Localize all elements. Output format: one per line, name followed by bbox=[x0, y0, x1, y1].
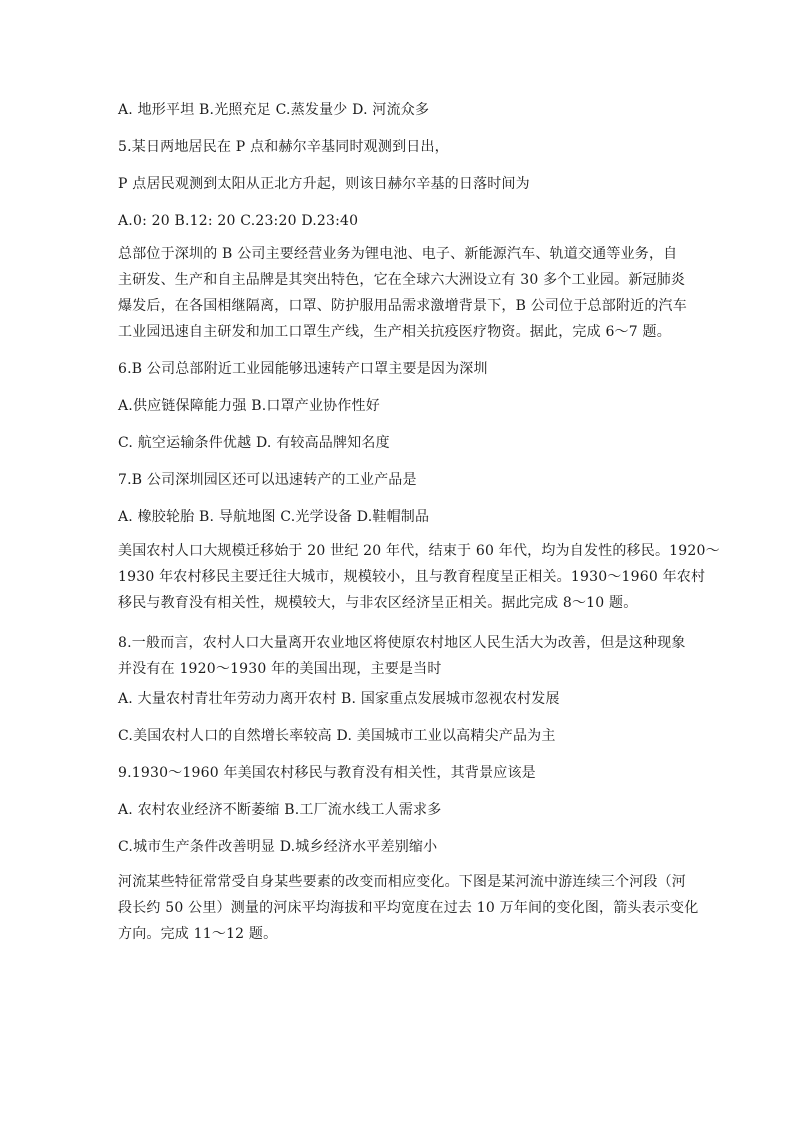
passage-b-line: 工业园迅速自主研发和加工口罩生产线，生产相关抗疫医疗物资。据此，完成 6～7 题。 bbox=[118, 324, 671, 340]
passage-us-line: 美国农村人口大规模迁移始于 20 世纪 20 年代，结束于 60 年代，均为自发性的移民。1920～ bbox=[118, 543, 720, 559]
q8-options-line1: A. 大量农村青壮年劳动力离开农村 B. 国家重点发展城市忽视农村发展 bbox=[118, 691, 560, 707]
q9-stem: 9.1930～1960 年美国农村移民与教育没有相关性，其背景应该是 bbox=[118, 765, 536, 781]
passage-b-line: 总部位于深圳的 B 公司主要经营业务为锂电池、电子、新能源汽车、轨道交通等业务，自 bbox=[118, 246, 678, 262]
passage-river-line: 段长约 50 公里）测量的河床平均海拔和平均宽度在过去 10 万年间的变化图，箭头表示变化 bbox=[118, 900, 699, 916]
q9-options-line1: A. 农村农业经济不断萎缩 B.工厂流水线工人需求多 bbox=[118, 802, 442, 818]
q6-stem: 6.B 公司总部附近工业园能够迅速转产口罩主要是因为深圳 bbox=[118, 361, 488, 377]
passage-b-company bbox=[118, 241, 687, 345]
passage-b-line: 主研发、生产和自主品牌是其突出特色，它在全球六大洲设立有 30 多个工业园。新冠肺炎 bbox=[118, 272, 686, 288]
q8-stem-line: 并没有在 1920～1930 年的美国出现，主要是当时 bbox=[118, 661, 442, 677]
q9-options-line2: C.城市生产条件改善明显 D.城乡经济水平差别缩小 bbox=[118, 839, 438, 855]
passage-b-line: 爆发后，在各国相继隔离，口罩、防护服用品需求激增背景下，B 公司位于总部附近的汽车 bbox=[118, 298, 687, 314]
q5-stem-line2: P 点居民观测到太阳从正北方升起，则该日赫尔辛基的日落时间为 bbox=[118, 176, 530, 192]
q4-options: A. 地形平坦 B.光照充足 C.蒸发量少 D. 河流众多 bbox=[118, 102, 430, 118]
passage-river-line: 方向。完成 11～12 题。 bbox=[118, 926, 278, 942]
passage-river bbox=[118, 869, 699, 947]
q8-stem bbox=[118, 630, 686, 682]
q8-options-line2: C.美国农村人口的自然增长率较高 D. 美国城市工业以高精尖产品为主 bbox=[118, 728, 556, 744]
q8-stem-line: 8.一般而言，农村人口大量离开农业地区将使原农村地区人民生活大为改善，但是这种现象 bbox=[118, 635, 686, 651]
passage-us-line: 1930 年农村移民主要迁往大城市，规模较小，且与教育程度呈正相关。1930～1960 年农村 bbox=[118, 569, 706, 585]
q7-options: A. 橡胶轮胎 B. 导航地图 C.光学设备 D.鞋帽制品 bbox=[118, 509, 430, 525]
q5-options: A.0: 20 B.12: 20 C.23:20 D.23:40 bbox=[118, 213, 359, 229]
q5-stem-line1: 5.某日两地居民在 P 点和赫尔辛基同时观测到日出， bbox=[118, 139, 449, 155]
q6-options-line2: C. 航空运输条件优越 D. 有较高品牌知名度 bbox=[118, 435, 390, 451]
passage-river-line: 河流某些特征常常受自身某些要素的改变而相应变化。下图是某河流中游连续三个河段（河 bbox=[118, 874, 686, 890]
q7-stem: 7.B 公司深圳园区还可以迅速转产的工业产品是 bbox=[118, 472, 417, 488]
passage-us-line: 移民与教育没有相关性，规模较大，与非农区经济呈正相关。据此完成 8～10 题。 bbox=[118, 595, 638, 611]
q6-options-line1: A.供应链保障能力强 B.口罩产业协作性好 bbox=[118, 398, 380, 414]
passage-us-migration bbox=[118, 538, 720, 616]
